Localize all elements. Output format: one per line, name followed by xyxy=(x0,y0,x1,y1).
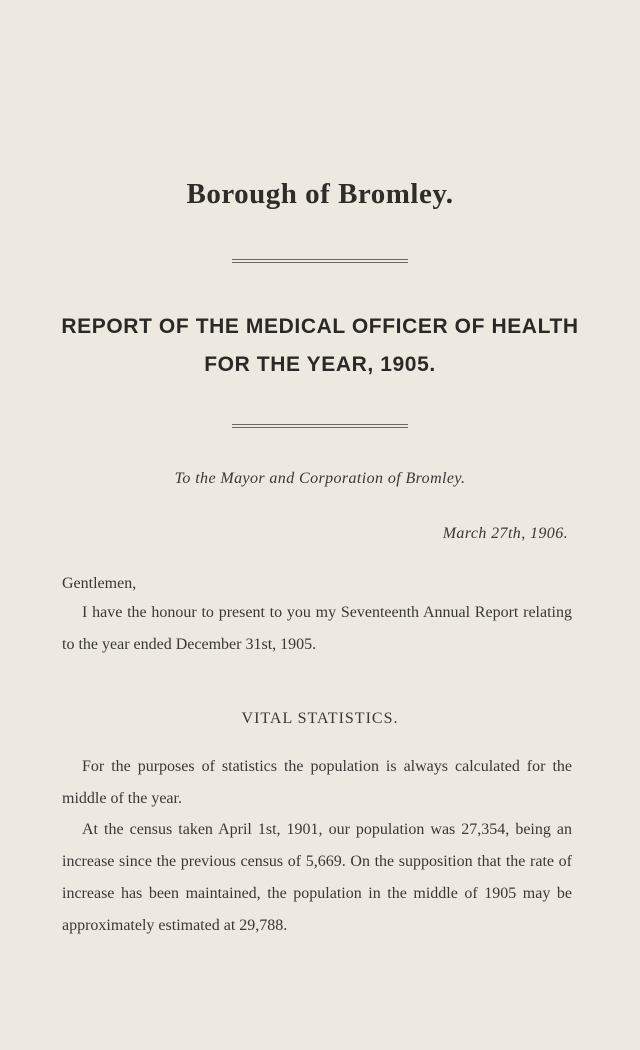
letter-date: March 27th, 1906. xyxy=(442,525,568,542)
intro-paragraph: I have the honour to present to you my Seventeenth Annual Report relating to the year ended December 31st, 1905. xyxy=(62,604,572,653)
statistics-paragraph-1: For the purposes of statistics the population is always calculated for the middle of the year. xyxy=(62,758,572,807)
borough-heading: Borough of Bromley. xyxy=(186,178,454,210)
vital-statistics-heading: VITAL STATISTICS. xyxy=(241,710,399,727)
report-title-line1: REPORT OF THE MEDICAL OFFICER OF HEALTH xyxy=(61,315,579,338)
statistics-paragraph-2: At the census taken April 1st, 1901, our population was 27,354, being an increase since the previous census of 5,669. On the supposition that the rate of increase has been maintained, the population in the middle of 1905 may be approximately estimated at 29,788. xyxy=(62,821,572,934)
letter-address: To the Mayor and Corporation of Bromley. xyxy=(174,470,466,487)
divider-rule-bottom xyxy=(232,424,408,428)
report-title-line2: FOR THE YEAR, 1905. xyxy=(204,353,436,376)
report-title xyxy=(0,308,640,384)
divider-rule-top xyxy=(232,259,408,263)
letter-salutation: Gentlemen, xyxy=(62,575,137,592)
